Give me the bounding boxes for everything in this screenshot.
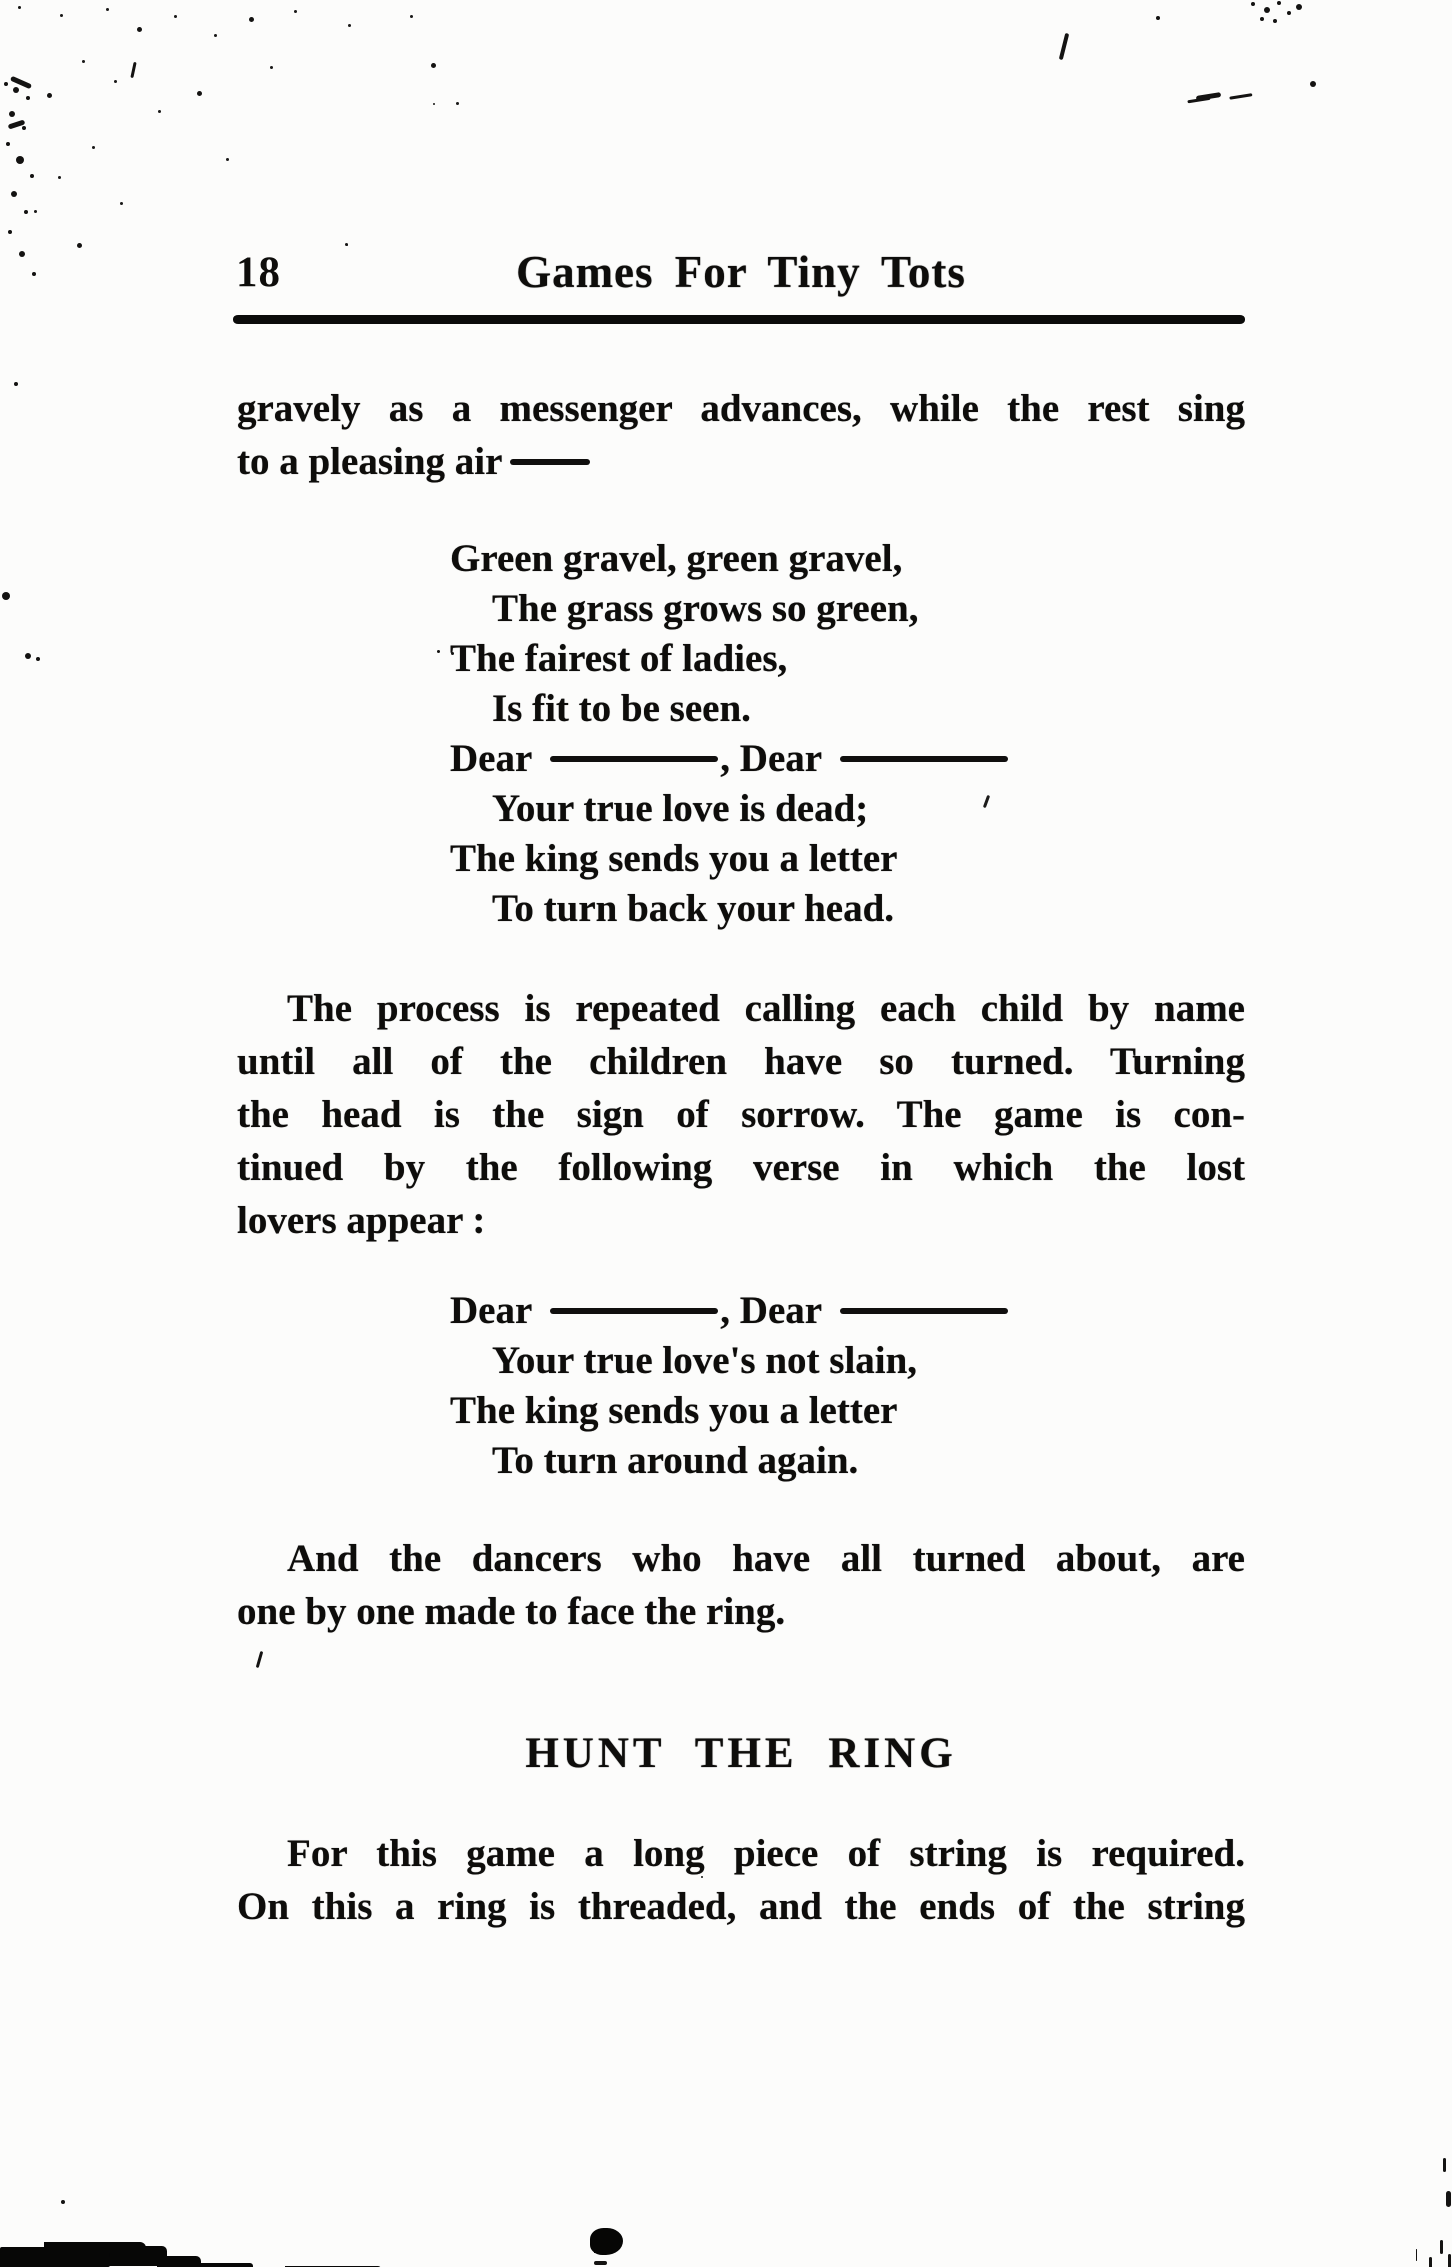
text-line: For this game a long piece of string is required. [287, 1832, 1245, 1875]
scan-artifact [256, 1651, 264, 1668]
verse-green-gravel [450, 534, 1010, 934]
verse-line: The grass grows so green, [492, 587, 919, 630]
blank-name-dash [550, 1308, 718, 1314]
text-span: Dear [450, 1289, 533, 1332]
page-number: 18 [236, 249, 281, 296]
text-line: one by one made to face the ring. [237, 1590, 786, 1633]
verse-line: To turn back your head. [492, 887, 895, 930]
verse-line: To turn around again. [492, 1439, 859, 1482]
text-span: to a pleasing air [237, 440, 503, 483]
verse-line-dear [450, 1286, 1010, 1336]
text-span: , Dear [720, 1289, 823, 1332]
scan-artifact [437, 650, 440, 653]
verse-line: Is fit to be seen. [492, 687, 751, 730]
paragraph-gravely [237, 382, 1245, 488]
text-line: tinued by the following verse in which the lost [237, 1146, 1245, 1189]
text-line: On this a ring is threaded, and the ends of the string [237, 1885, 1245, 1928]
paragraph-hunt-ring [237, 1827, 1245, 1933]
text-line: the head is the sign of sorrow. The game is con- [237, 1093, 1245, 1136]
verse-line: The king sends you a letter [450, 1389, 898, 1432]
section-heading: HUNT THE RING [525, 1730, 957, 1777]
scan-speckles-bottom-right [1443, 2158, 1446, 2172]
paragraph-process [237, 982, 1245, 1247]
text-line: lovers appear : [237, 1199, 486, 1242]
em-dash [510, 459, 590, 465]
scan-artifact [130, 62, 136, 78]
scan-smudge-bottom-left [0, 2247, 110, 2267]
scan-speckles-left-edge [4, 82, 8, 86]
running-title: Games For Tiny Tots [516, 247, 966, 297]
scan-artifact [1196, 92, 1221, 101]
text-line: until all of the children have so turned. Turning [237, 1040, 1245, 1083]
scan-speckles-top-right [1251, 2, 1255, 6]
blank-name-dash [840, 1308, 1008, 1314]
text-line [237, 435, 1245, 488]
text-span: Dear [450, 737, 533, 780]
verse-line: Green gravel, green gravel, [450, 537, 903, 580]
text-line: And the dancers who have all turned about, are [287, 1537, 1245, 1580]
text-span: , Dear [720, 737, 823, 780]
text-line: The process is repeated calling each child by name [287, 987, 1245, 1030]
blank-name-dash [550, 756, 718, 762]
scan-artifact [594, 2261, 607, 2265]
scan-artifact [1059, 33, 1069, 60]
scan-artifact [61, 2200, 65, 2204]
scan-speckles-top-left [18, 6, 21, 9]
verse-line: Your true love is dead; [492, 787, 869, 830]
scan-artifact [10, 76, 32, 90]
blank-name-dash [840, 756, 1008, 762]
text-line: gravely as a messenger advances, while the rest sing [237, 387, 1245, 430]
verse-line: The king sends you a letter [450, 837, 898, 880]
header-rule [233, 315, 1245, 324]
paragraph-dancers [237, 1532, 1245, 1638]
ink-blot [590, 2228, 623, 2255]
verse-line: Your true love's not slain, [492, 1339, 918, 1382]
scan-artifact [8, 119, 26, 129]
verse-line: The fairest of ladies, [450, 637, 788, 680]
verse-line-dear [450, 734, 1010, 784]
verse-not-slain [450, 1286, 1010, 1486]
